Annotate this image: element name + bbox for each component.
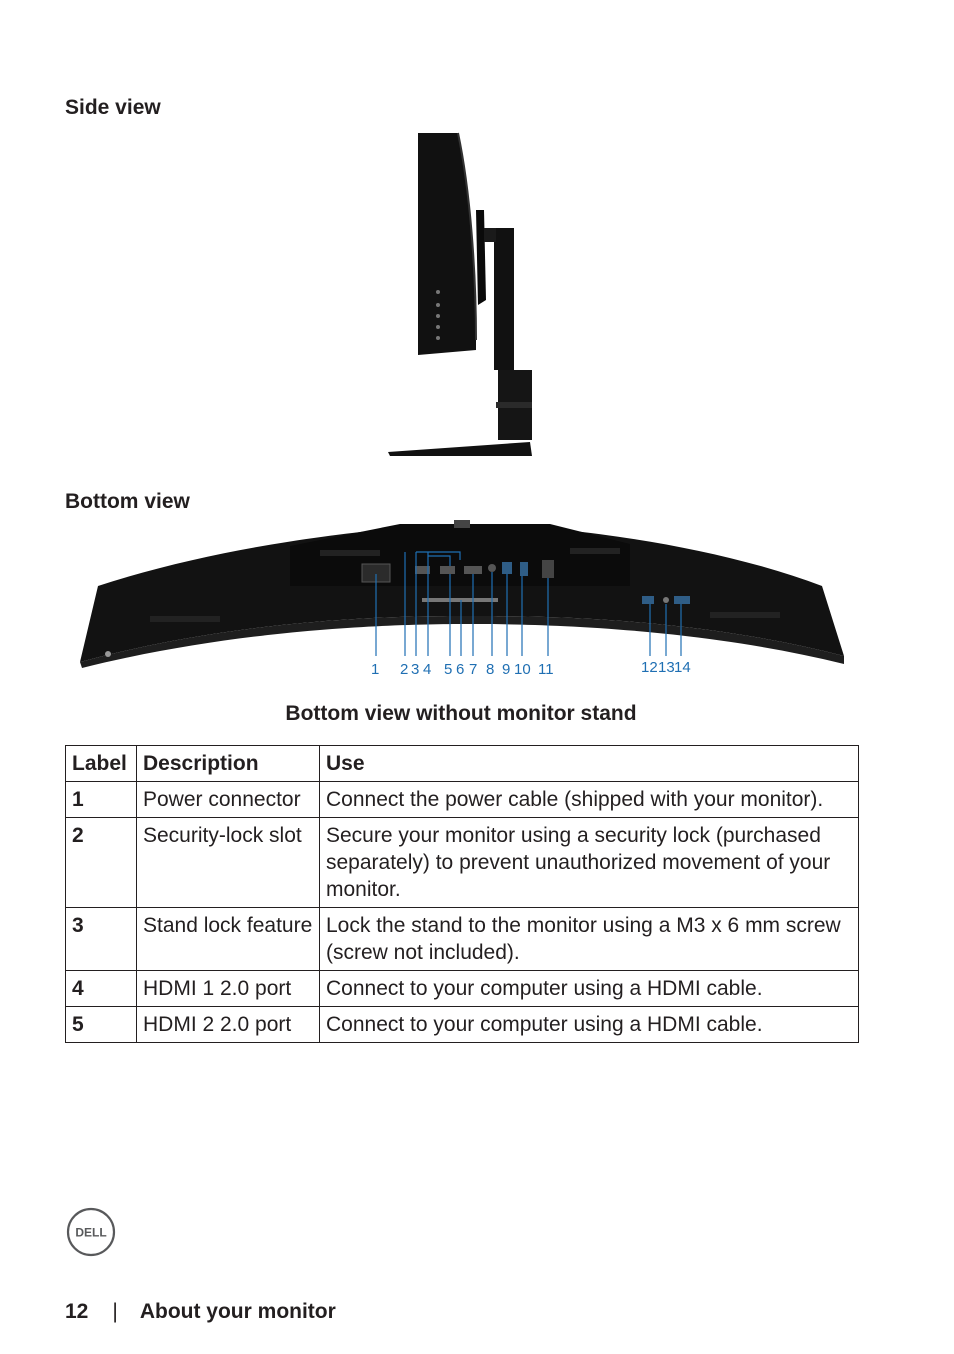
- callout-label: 13: [658, 659, 675, 676]
- column-header-description: Description: [137, 746, 320, 782]
- callout-label: 14: [674, 659, 691, 676]
- svg-text:DELL: DELL: [75, 1225, 107, 1240]
- callout-label: 7: [469, 661, 478, 678]
- row-use: Lock the stand to the monitor using a M3 x 6 mm screw (screw not included).: [320, 908, 859, 971]
- row-description: HDMI 1 2.0 port: [137, 971, 320, 1007]
- side-view-heading: Side view: [65, 96, 161, 119]
- bottom-view-heading: Bottom view: [65, 490, 190, 513]
- callout-label: 5: [444, 661, 453, 678]
- row-use: Secure your monitor using a security lock (purchased separately) to prevent unauthorized movement of your monitor.: [320, 818, 859, 908]
- table-row: [66, 782, 859, 818]
- row-description: Stand lock feature: [137, 908, 320, 971]
- side-view-image: [380, 130, 540, 460]
- callout-label: 11: [538, 661, 554, 678]
- page-footer: [65, 1300, 336, 1324]
- row-use: Connect to your computer using a HDMI cable.: [320, 1007, 859, 1043]
- section-title: About your monitor: [139, 1300, 336, 1323]
- table-row: [66, 908, 859, 971]
- callout-label: 2: [400, 661, 409, 678]
- row-description: Power connector: [137, 782, 320, 818]
- table-row: [66, 818, 859, 908]
- column-header-use: Use: [320, 746, 859, 782]
- callout-label: 3: [411, 661, 420, 678]
- row-label: 5: [66, 1007, 137, 1043]
- table-row: [66, 971, 859, 1007]
- callout-label: 8: [486, 661, 495, 678]
- row-description: Security-lock slot: [137, 818, 320, 908]
- table-row: [66, 1007, 859, 1043]
- row-label: 3: [66, 908, 137, 971]
- page-number: 12: [65, 1300, 89, 1323]
- dell-logo-icon: [66, 1207, 116, 1257]
- callout-label: 4: [423, 661, 432, 678]
- row-use: Connect to your computer using a HDMI cable.: [320, 971, 859, 1007]
- row-label: 2: [66, 818, 137, 908]
- callout-label: 6: [456, 661, 465, 678]
- row-label: 1: [66, 782, 137, 818]
- callout-label: 9: [502, 661, 511, 678]
- footer-separator: |: [112, 1300, 118, 1323]
- callout-label: 10: [514, 661, 531, 678]
- ports-table: [65, 745, 859, 1043]
- table-header-row: [66, 746, 859, 782]
- figure-caption: Bottom view without monitor stand: [285, 702, 637, 725]
- callout-label: 12: [641, 659, 658, 676]
- row-use: Connect the power cable (shipped with your monitor).: [320, 782, 859, 818]
- callout-label: 1: [371, 661, 380, 678]
- column-header-label: Label: [66, 746, 137, 782]
- row-label: 4: [66, 971, 137, 1007]
- row-description: HDMI 2 2.0 port: [137, 1007, 320, 1043]
- bottom-view-image: [70, 516, 860, 686]
